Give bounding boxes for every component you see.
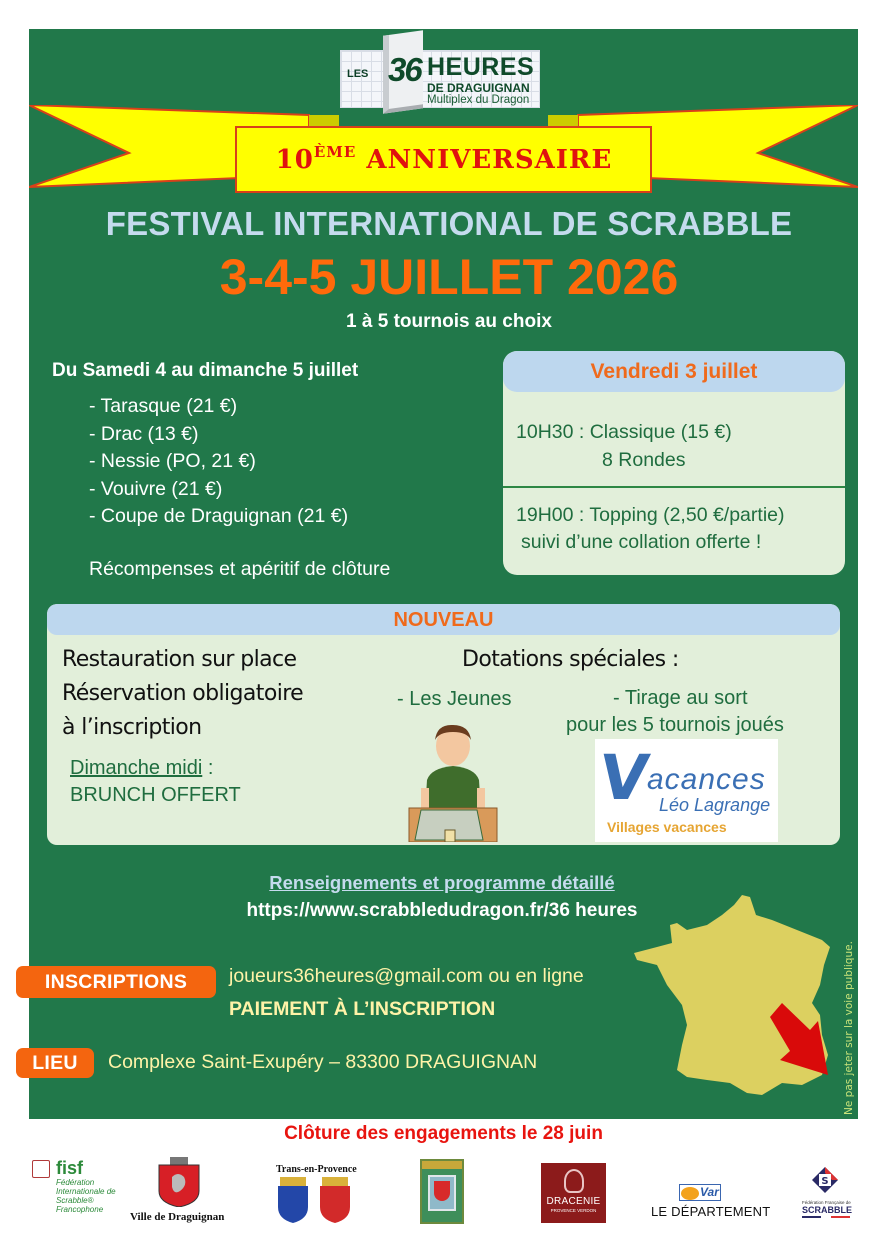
logo-tagline: Multiplex du Dragon <box>427 94 530 106</box>
logo-number: 36 <box>388 51 421 88</box>
fisf-title: fisf <box>56 1158 83 1178</box>
logo-les: LES <box>347 68 369 80</box>
inscription-text: à l’inscription <box>62 715 202 740</box>
nouveau-box <box>47 604 840 845</box>
inscriptions-badge: INSCRIPTIONS <box>16 966 216 998</box>
var-sun-icon <box>681 1187 699 1200</box>
draguignan-coat-of-arms-icon <box>156 1157 202 1207</box>
departement-label: LE DÉPARTEMENT <box>651 1204 771 1219</box>
list-item: - Tarasque (21 €) <box>89 395 238 417</box>
friday-event-collation: suivi d’une collation offerte ! <box>521 531 762 553</box>
nouveau-title: NOUVEAU <box>47 604 840 635</box>
fisf-subtitle: Fédération Internationale de Scrabble® Francophone <box>56 1178 116 1214</box>
brunch-day: Dimanche midi <box>70 757 203 779</box>
young-player-illustration-icon <box>407 722 499 842</box>
registration-deadline: Clôture des engagements le 28 juin <box>284 1123 603 1144</box>
vacances-v: V <box>594 741 654 814</box>
dotation-tirage-detail: pour les 5 tournois joués <box>566 714 784 736</box>
registration-email[interactable]: joueurs36heures@gmail.com ou en ligne <box>229 965 584 987</box>
friday-event-rounds: 8 Rondes <box>602 449 686 471</box>
dotation-jeunes: - Les Jeunes <box>397 688 512 710</box>
info-link-heading[interactable]: Renseignements et programme détaillé <box>269 872 615 893</box>
venue-address: Complexe Saint-Exupéry – 83300 DRAGUIGNAN <box>108 1051 538 1073</box>
dracenie-label: DRACENIE <box>546 1196 601 1207</box>
brunch-label <box>70 757 213 780</box>
dracenie-mark-icon <box>564 1169 584 1193</box>
list-item: - Nessie (PO, 21 €) <box>89 450 256 473</box>
legal-disposal-note: Ne pas jeter sur la voie publique. <box>843 941 855 1115</box>
weekend-tournament-list <box>89 393 348 531</box>
tournament-choice-note: 1 à 5 tournois au choix <box>346 311 552 332</box>
list-item: - Vouivre (21 €) <box>89 477 223 500</box>
brunch-offer: BRUNCH OFFERT <box>70 784 241 806</box>
trans-label: Trans-en-Provence <box>276 1164 357 1175</box>
anniversary-superscript: ÈME <box>313 143 357 161</box>
dracenie-sub: PROVENCE VERDON <box>550 1208 597 1213</box>
friday-event-classique: 10H30 : Classique (15 €) <box>516 421 732 443</box>
dracenie-logo <box>541 1163 606 1223</box>
trans-en-provence-shields-icon <box>272 1175 356 1223</box>
draguignan-scrabble-badge-icon <box>420 1159 464 1224</box>
event-logo <box>340 50 540 108</box>
friday-title: Vendredi 3 juillet <box>503 351 845 392</box>
draguignan-label: Ville de Draguignan <box>130 1211 225 1223</box>
anniversary-word: ANNIVERSAIRE <box>366 145 613 175</box>
friday-event-topping: 19H00 : Topping (2,50 €/partie) <box>516 504 785 526</box>
restauration-text: Restauration sur place <box>62 647 297 672</box>
divider <box>503 486 845 488</box>
anniversary-banner <box>29 105 858 200</box>
payment-note: PAIEMENT À L’INSCRIPTION <box>229 998 496 1020</box>
list-item: - Coupe de Draguignan (21 €) <box>89 505 349 528</box>
dotations-title: Dotations spéciales : <box>462 647 679 672</box>
ffsc-logo-icon <box>812 1167 838 1193</box>
vacances-brand: Léo Lagrange <box>659 795 771 815</box>
var-logo <box>679 1184 721 1201</box>
vacances-sub: Villages vacances <box>607 819 727 835</box>
brunch-colon: : <box>202 757 214 779</box>
dotation-tirage: - Tirage au sort <box>613 687 748 709</box>
logo-subtitle: DE DRAGUIGNAN <box>427 81 530 95</box>
lieu-badge: LIEU <box>16 1048 94 1078</box>
festival-title: FESTIVAL INTERNATIONAL DE SCRABBLE <box>105 205 793 242</box>
reservation-text: Réservation obligatoire <box>62 681 304 706</box>
friday-box <box>503 351 845 575</box>
weekend-title: Du Samedi 4 au dimanche 5 juillet <box>52 360 359 381</box>
rewards-note: Récompenses et apéritif de clôture <box>89 558 391 580</box>
website-url[interactable]: https://www.scrabbledudragon.fr/36 heures <box>246 900 638 921</box>
logo-heures: HEURES <box>427 53 535 81</box>
france-map-icon <box>632 885 842 1100</box>
ffsc-word: SCRABBLE <box>802 1205 853 1215</box>
list-item: - Drac (13 €) <box>89 422 199 445</box>
festival-dates: 3-4-5 JUILLET 2026 <box>219 249 679 305</box>
ffsc-flag-bar <box>802 1216 850 1218</box>
ffsc-small-label: Fédération Française de <box>802 1200 851 1205</box>
anniversary-number: 10 <box>275 145 314 175</box>
svg-text:S: S <box>821 1176 829 1187</box>
var-label: Var <box>700 1185 719 1199</box>
fisf-logo-icon <box>32 1160 50 1178</box>
anniversary-title <box>239 143 649 175</box>
vacances-leo-lagrange-logo <box>595 739 778 842</box>
vacances-word: acances <box>647 763 766 796</box>
